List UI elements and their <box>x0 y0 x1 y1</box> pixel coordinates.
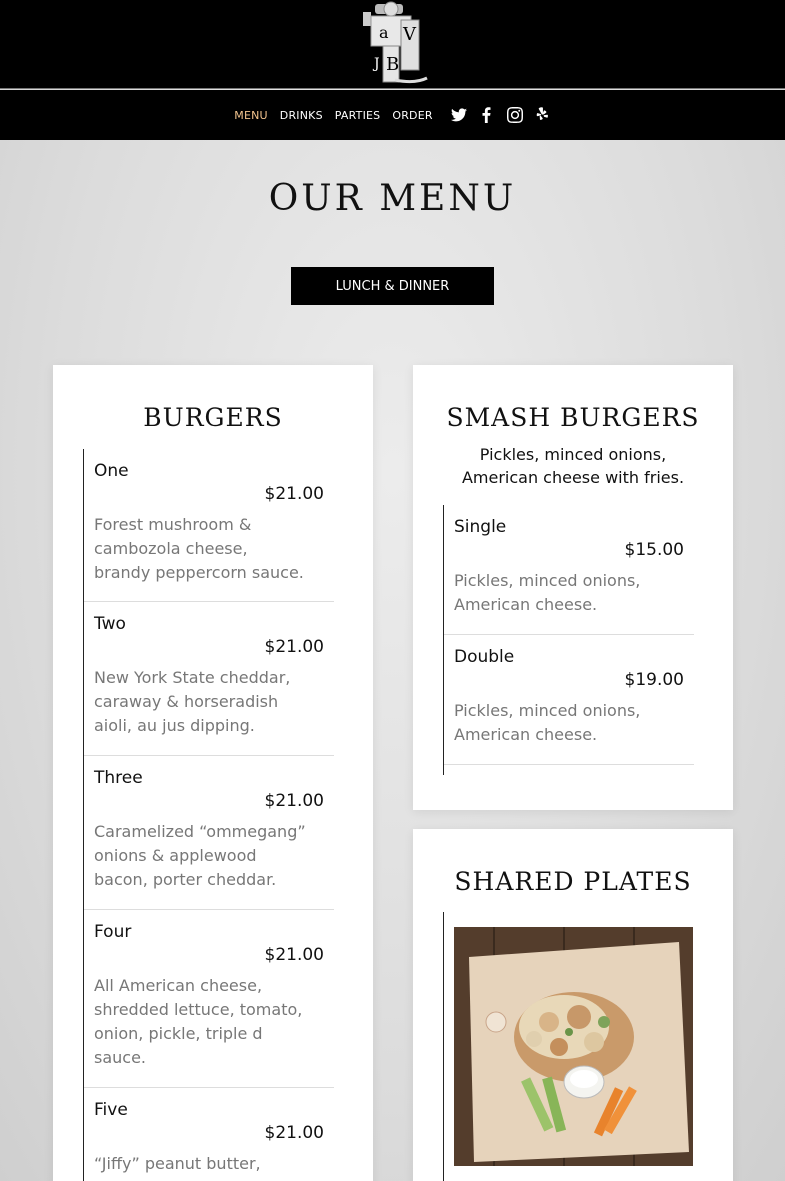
item-price: $19.00 <box>624 670 684 690</box>
yelp-icon[interactable] <box>535 107 551 123</box>
nav-drinks[interactable]: DRINKS <box>279 108 323 122</box>
item-name: One <box>94 461 129 481</box>
item-name: Single <box>454 517 507 537</box>
menu-item <box>84 1088 334 1181</box>
logo-text: a <box>379 23 389 42</box>
nav-order[interactable]: ORDER <box>392 108 433 122</box>
shared-list <box>443 912 694 1181</box>
item-name: Five <box>94 1100 128 1120</box>
item-name: Double <box>454 647 515 667</box>
item-description: Pickles, minced onions, American cheese. <box>454 701 641 744</box>
item-price: $21.00 <box>264 945 324 965</box>
menu-item <box>444 505 694 635</box>
item-description: All American cheese, shredded lettuce, tomato, onion, pickle, triple d sauce. <box>94 976 303 1067</box>
item-description: Caramelized “ommegang” onions & applewood bacon, porter cheddar. <box>94 822 306 889</box>
section-title: SHARED PLATES <box>454 867 692 896</box>
nav-menu[interactable]: MENU <box>234 108 268 122</box>
item-description: New York State cheddar, caraway & horseradish aioli, au jus dipping. <box>94 668 291 735</box>
menu-item <box>84 602 334 756</box>
item-name: Four <box>94 922 132 942</box>
item-description: “Jiffy” peanut butter, <box>94 1154 261 1173</box>
nav-parties[interactable]: PARTIES <box>334 108 381 122</box>
item-name: Three <box>94 768 143 788</box>
section-title: SMASH BURGERS <box>446 403 700 432</box>
svg-text:B: B <box>386 54 400 75</box>
smash-burgers-card <box>413 365 733 810</box>
menu-item <box>84 756 334 910</box>
tab-lunch-dinner[interactable]: LUNCH & DINNER <box>291 267 494 305</box>
item-price: $21.00 <box>264 791 324 811</box>
svg-text:V: V <box>403 24 416 45</box>
menu-item <box>444 635 694 765</box>
facebook-icon[interactable] <box>479 107 495 123</box>
smash-list <box>443 505 694 775</box>
burgers-card <box>53 365 373 1181</box>
svg-text:J: J <box>374 56 380 72</box>
shared-plates-card <box>413 829 733 1181</box>
instagram-icon[interactable] <box>507 107 523 123</box>
menu-item <box>84 910 334 1088</box>
menu-item <box>84 449 334 602</box>
section-subtitle: Pickles, minced onions, American cheese with fries. <box>461 445 685 487</box>
item-price: $21.00 <box>264 637 324 657</box>
item-price: $21.00 <box>264 484 324 504</box>
twitter-icon[interactable] <box>451 107 467 123</box>
section-title: BURGERS <box>143 403 283 432</box>
main-nav <box>0 90 785 140</box>
item-price: $21.00 <box>264 1123 324 1143</box>
site-header <box>0 0 785 89</box>
site-logo[interactable] <box>355 0 431 89</box>
food-photo <box>454 927 693 1166</box>
item-description: Forest mushroom & cambozola cheese, brandy peppercorn sauce. <box>94 515 304 582</box>
burgers-list <box>83 449 334 1181</box>
item-price: $15.00 <box>624 540 684 560</box>
page-title: OUR MENU <box>268 178 517 219</box>
item-description: Pickles, minced onions, American cheese. <box>454 571 641 614</box>
item-name: Two <box>94 614 126 634</box>
